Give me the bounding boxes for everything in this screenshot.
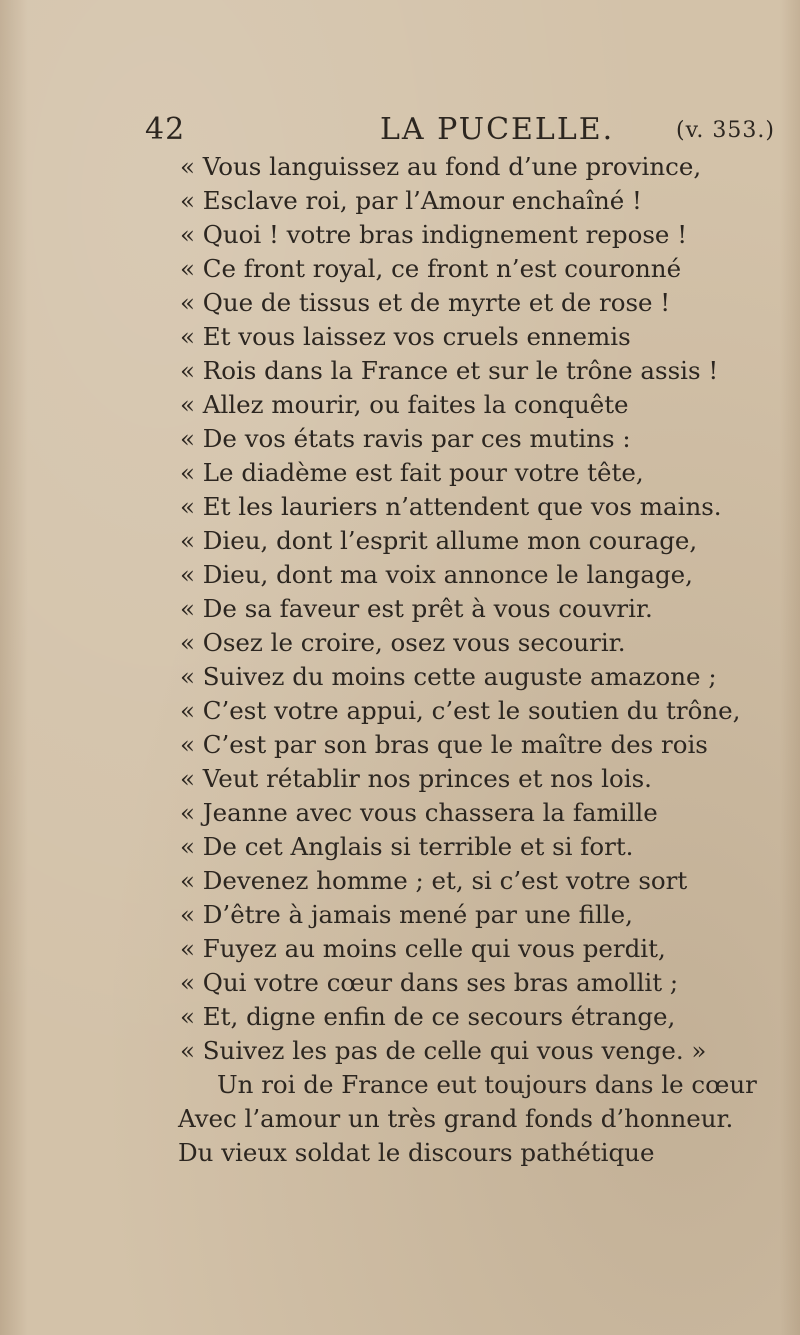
verse-line: « Fuyez au moins celle qui vous perdit, [180, 934, 666, 963]
verse-line: « Vous languissez au fond d’une province, [180, 152, 702, 181]
verse-line: « Allez mourir, ou faites la conquête [180, 390, 629, 419]
verse-line: « Ce front royal, ce front n’est couronné [180, 254, 682, 283]
verse-line: « Et les lauriers n’attendent que vos mains. [180, 492, 722, 521]
verse-line: « Qui votre cœur dans ses bras amollit ; [180, 968, 679, 997]
verse-line: « Suivez les pas de celle qui vous venge. » [180, 1036, 707, 1065]
verse-line: « Osez le croire, osez vous secourir. [180, 628, 626, 657]
verse-line: « De cet Anglais si terrible et si fort. [180, 832, 634, 861]
verse-line: « Dieu, dont ma voix annonce le langage, [180, 560, 693, 589]
verse-reference: (v. 353.) [676, 118, 775, 143]
verse-line: « Devenez homme ; et, si c’est votre sort [180, 866, 688, 895]
verse-line: Un roi de France eut toujours dans le cœur [217, 1070, 757, 1099]
verse-line: « Veut rétablir nos princes et nos lois. [180, 764, 652, 793]
verse-line: « C’est par son bras que le maître des rois [180, 730, 708, 759]
verse-line: « D’être à jamais mené par une fille, [180, 900, 633, 929]
verse-line: « De vos états ravis par ces mutins : [180, 424, 631, 453]
verse-line: « C’est votre appui, c’est le soutien du trône, [180, 696, 741, 725]
verse-line: Du vieux soldat le discours pathétique [178, 1138, 655, 1167]
verse-line: « Et, digne enfin de ce secours étrange, [180, 1002, 676, 1031]
verse-line: « Quoi ! votre bras indignement repose ! [180, 220, 688, 249]
verse-line: « Dieu, dont l’esprit allume mon courage, [180, 526, 698, 555]
verse-line: « Jeanne avec vous chassera la famille [180, 798, 658, 827]
verse-line: « Le diadème est fait pour votre tête, [180, 458, 644, 487]
verse-line: Avec l’amour un très grand fonds d’honneur. [178, 1104, 734, 1133]
verse-line: « Esclave roi, par l’Amour enchaîné ! [180, 186, 642, 215]
verse-line: « Rois dans la France et sur le trône assis ! [180, 356, 719, 385]
verse-line: « Suivez du moins cette auguste amazone ; [180, 662, 717, 691]
running-title: LA PUCELLE. [380, 112, 615, 147]
page-number: 42 [145, 112, 186, 147]
verse-line: « Que de tissus et de myrte et de rose ! [180, 288, 671, 317]
verse-line: « Et vous laissez vos cruels ennemis [180, 322, 631, 351]
verse-line: « De sa faveur est prêt à vous couvrir. [180, 594, 653, 623]
